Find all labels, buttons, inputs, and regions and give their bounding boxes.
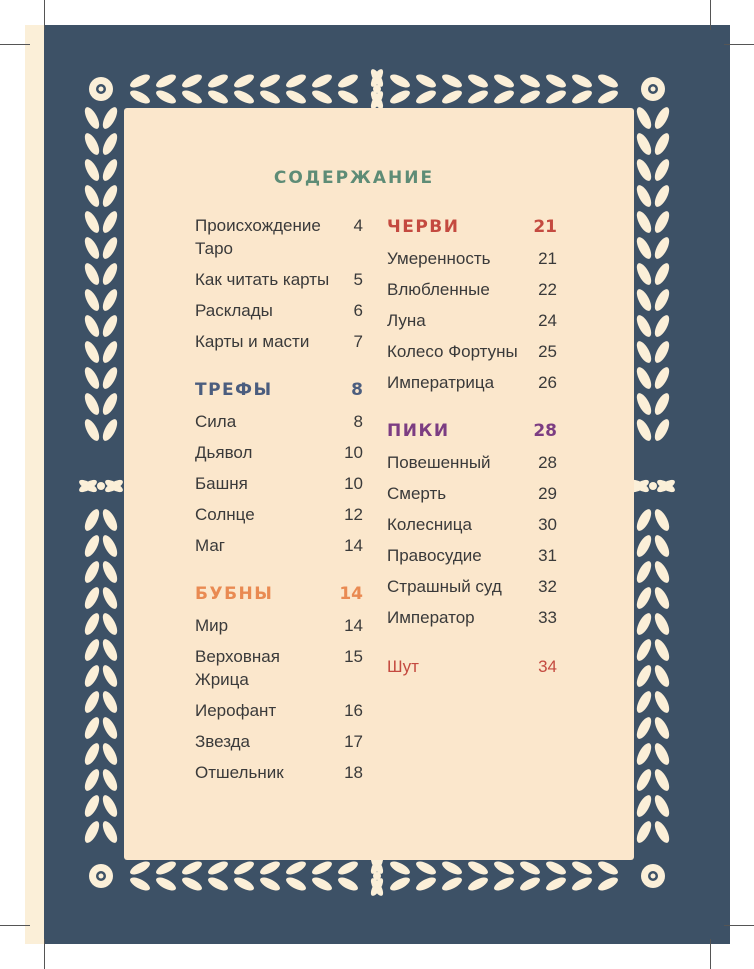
leaf-shape — [634, 209, 654, 235]
entry-label: Императрица — [387, 373, 495, 392]
leaf-shape — [128, 72, 152, 90]
leaf-shape — [100, 391, 120, 417]
leaf-shape — [634, 287, 654, 313]
entry-page: 17 — [344, 732, 363, 751]
leaf-shape — [634, 157, 654, 183]
ornament-dot — [97, 482, 105, 490]
leaf-shape — [82, 105, 102, 131]
section-title: БУБНЫ — [195, 584, 274, 604]
leaf-shape — [634, 793, 654, 819]
leaf-shape — [440, 875, 464, 893]
leaf-shape — [232, 72, 256, 90]
ornament-dot — [99, 87, 104, 92]
leaf-shape — [652, 715, 672, 741]
leaf-shape — [652, 417, 672, 443]
leaf-shape — [466, 72, 490, 90]
leaf-shape — [634, 235, 654, 261]
leaf-shape — [544, 859, 568, 877]
section-hearts-header[interactable] — [387, 216, 557, 239]
leaf-shape — [596, 875, 620, 893]
leaf-shape — [634, 339, 654, 365]
leaf-shape — [100, 689, 120, 715]
leaf-shape — [518, 88, 542, 106]
entry-label: Повешенный — [387, 453, 491, 472]
leaf-shape — [100, 417, 120, 443]
leaf-shape — [414, 72, 438, 90]
leaf-shape — [492, 875, 516, 893]
leaf-shape — [655, 478, 676, 495]
entry-page: 14 — [344, 616, 363, 635]
leaf-shape — [652, 663, 672, 689]
leaf-shape — [100, 261, 120, 287]
leaf-shape — [634, 767, 654, 793]
toc-entry[interactable] — [195, 614, 363, 637]
leaf-shape — [100, 313, 120, 339]
toc-entry[interactable] — [387, 575, 557, 598]
entry-page: 31 — [538, 546, 557, 565]
toc-entry[interactable] — [387, 513, 557, 536]
entry-label: Отшельник — [195, 763, 284, 782]
leaf-shape — [310, 859, 334, 877]
entry-page: 32 — [538, 577, 557, 596]
leaf-shape — [232, 88, 256, 106]
leaf-shape — [634, 819, 654, 845]
entry-label: Карты и масти — [195, 332, 310, 351]
leaf-shape — [310, 88, 334, 106]
leaf-shape — [596, 88, 620, 106]
leaf-shape — [128, 875, 152, 893]
leaf-shape — [180, 88, 204, 106]
entry-label: Происхождение Таро — [195, 216, 321, 258]
leaf-shape — [634, 417, 654, 443]
leaf-shape — [103, 478, 124, 495]
leaf-shape — [596, 72, 620, 90]
entry-page: 15 — [344, 647, 363, 666]
leaf-shape — [100, 209, 120, 235]
leaf-shape — [652, 235, 672, 261]
section-spades-header[interactable] — [387, 420, 557, 443]
leaf-shape — [518, 72, 542, 90]
leaf-shape — [634, 585, 654, 611]
toc-entry[interactable] — [387, 371, 557, 394]
entry-label: Сила — [195, 412, 237, 431]
ornament-dot — [651, 874, 656, 879]
toc-entry[interactable] — [195, 503, 363, 526]
leaf-shape — [652, 507, 672, 533]
leaf-shape — [518, 859, 542, 877]
leaf-shape — [82, 585, 102, 611]
leaf-shape — [652, 157, 672, 183]
leaf-shape — [652, 767, 672, 793]
section-page: 14 — [339, 584, 363, 604]
leaf-shape — [634, 105, 654, 131]
leaf-shape — [284, 72, 308, 90]
leaf-shape — [466, 875, 490, 893]
leaf-shape — [466, 88, 490, 106]
leaf-shape — [544, 875, 568, 893]
leaf-shape — [414, 875, 438, 893]
leaf-shape — [82, 611, 102, 637]
leaf-shape — [82, 637, 102, 663]
toc-entry[interactable] — [195, 330, 363, 353]
leaf-shape — [100, 637, 120, 663]
leaf-shape — [206, 875, 230, 893]
entry-page: 33 — [538, 608, 557, 627]
leaf-shape — [100, 365, 120, 391]
leaf-shape — [570, 859, 594, 877]
entry-page: 26 — [538, 373, 557, 392]
leaf-shape — [284, 88, 308, 106]
leaf-shape — [100, 611, 120, 637]
entry-label: Император — [387, 608, 475, 627]
toc-right-column — [387, 216, 557, 678]
leaf-shape — [82, 235, 102, 261]
section-clubs-header[interactable] — [195, 379, 363, 402]
leaf-shape — [634, 663, 654, 689]
toc-entry[interactable] — [387, 340, 557, 363]
toc-entry[interactable] — [387, 309, 557, 332]
leaf-shape — [634, 533, 654, 559]
leaf-shape — [652, 819, 672, 845]
entry-label: Башня — [195, 474, 248, 493]
leaf-shape — [82, 157, 102, 183]
leaf-shape — [100, 559, 120, 585]
entry-label: Звезда — [195, 732, 250, 751]
entry-page: 6 — [353, 301, 363, 320]
toc-entry[interactable] — [195, 699, 363, 722]
toc-entry[interactable] — [195, 534, 363, 557]
leaf-shape — [82, 131, 102, 157]
leaf-shape — [634, 559, 654, 585]
toc-entry[interactable] — [195, 268, 363, 291]
section-title: ПИКИ — [387, 421, 450, 441]
leaf-shape — [652, 793, 672, 819]
leaf-shape — [284, 859, 308, 877]
leaf-shape — [634, 131, 654, 157]
leaf-shape — [634, 741, 654, 767]
leaf-shape — [652, 533, 672, 559]
toc-entry[interactable] — [195, 441, 363, 464]
ornament-dot — [373, 85, 381, 93]
leaf-shape — [206, 859, 230, 877]
leaf-shape — [206, 88, 230, 106]
leaf-shape — [634, 365, 654, 391]
leaf-shape — [82, 183, 102, 209]
toc-entry[interactable] — [195, 299, 363, 322]
leaf-shape — [154, 859, 178, 877]
leaf-shape — [336, 88, 360, 106]
leaf-shape — [82, 287, 102, 313]
leaf-shape — [310, 72, 334, 90]
entry-page: 8 — [353, 412, 363, 431]
section-page: 8 — [351, 380, 363, 400]
leaf-shape — [336, 875, 360, 893]
entry-label: Умеренность — [387, 249, 491, 268]
toc-entry[interactable] — [195, 730, 363, 753]
leaf-shape — [652, 183, 672, 209]
leaf-shape — [180, 859, 204, 877]
toc-entry[interactable] — [387, 544, 557, 567]
leaf-shape — [154, 72, 178, 90]
entry-label: Дьявол — [195, 443, 253, 462]
toc-entry[interactable] — [387, 451, 557, 474]
leaf-shape — [634, 313, 654, 339]
leaf-shape — [440, 72, 464, 90]
ornament-dot — [649, 482, 657, 490]
leaf-shape — [100, 793, 120, 819]
leaf-shape — [128, 88, 152, 106]
leaf-shape — [634, 183, 654, 209]
leaf-shape — [258, 859, 282, 877]
leaf-shape — [258, 88, 282, 106]
leaf-shape — [652, 637, 672, 663]
entry-page: 12 — [344, 505, 363, 524]
section-title: ТРЕФЫ — [195, 380, 273, 400]
leaf-shape — [100, 287, 120, 313]
entry-page: 4 — [353, 216, 363, 235]
leaf-shape — [652, 339, 672, 365]
leaf-shape — [388, 88, 412, 106]
leaf-shape — [82, 559, 102, 585]
leaf-shape — [336, 72, 360, 90]
leaf-shape — [466, 859, 490, 877]
leaf-shape — [232, 859, 256, 877]
leaf-shape — [82, 533, 102, 559]
toc-entry[interactable] — [387, 606, 557, 629]
leaf-shape — [77, 478, 98, 495]
toc-left-column — [195, 214, 363, 784]
toc-entry[interactable] — [195, 645, 363, 691]
leaf-shape — [154, 875, 178, 893]
leaf-shape — [128, 859, 152, 877]
leaf-shape — [596, 859, 620, 877]
section-page: 28 — [533, 421, 557, 441]
leaf-shape — [634, 391, 654, 417]
leaf-shape — [652, 559, 672, 585]
leaf-shape — [388, 859, 412, 877]
entry-label: Колесница — [387, 515, 472, 534]
leaf-shape — [652, 391, 672, 417]
section-title: ЧЕРВИ — [387, 217, 460, 237]
leaf-shape — [100, 767, 120, 793]
leaf-shape — [570, 72, 594, 90]
entry-page: 34 — [538, 657, 557, 676]
entry-label: Иерофант — [195, 701, 277, 720]
entry-page: 10 — [344, 443, 363, 462]
entry-label: Луна — [387, 311, 426, 330]
leaf-shape — [82, 507, 102, 533]
entry-page: 18 — [344, 763, 363, 782]
leaf-shape — [180, 72, 204, 90]
leaf-shape — [258, 72, 282, 90]
entry-label: Маг — [195, 536, 226, 555]
leaf-shape — [100, 533, 120, 559]
leaf-shape — [652, 105, 672, 131]
leaf-shape — [652, 585, 672, 611]
leaf-shape — [652, 313, 672, 339]
ornament-dot — [99, 874, 104, 879]
leaf-shape — [154, 88, 178, 106]
entry-label: Верховная Жрица — [195, 647, 280, 689]
leaf-shape — [82, 741, 102, 767]
toc-entry[interactable] — [195, 761, 363, 784]
entry-label: Солнце — [195, 505, 255, 524]
leaf-shape — [100, 819, 120, 845]
leaf-shape — [652, 689, 672, 715]
leaf-shape — [100, 339, 120, 365]
leaf-shape — [518, 875, 542, 893]
toc-title: СОДЕРЖАНИЕ — [273, 168, 435, 188]
entry-page: 24 — [538, 311, 557, 330]
leaf-shape — [652, 209, 672, 235]
leaf-shape — [100, 715, 120, 741]
leaf-shape — [440, 859, 464, 877]
ornament-dot — [651, 87, 656, 92]
leaf-shape — [570, 88, 594, 106]
entry-label: Правосудие — [387, 546, 482, 565]
entry-label: Колесо Фортуны — [387, 342, 518, 361]
toc-entry[interactable] — [387, 482, 557, 505]
toc-entry-fool[interactable] — [387, 655, 557, 678]
leaf-shape — [652, 261, 672, 287]
entry-label: Страшный суд — [387, 577, 502, 596]
toc-entry[interactable] — [195, 472, 363, 495]
toc-entry[interactable] — [387, 278, 557, 301]
leaf-shape — [634, 261, 654, 287]
leaf-shape — [570, 875, 594, 893]
entry-label: Как читать карты — [195, 270, 330, 289]
leaf-shape — [232, 875, 256, 893]
leaf-shape — [82, 261, 102, 287]
leaf-shape — [652, 365, 672, 391]
leaf-shape — [82, 339, 102, 365]
leaf-shape — [82, 715, 102, 741]
entry-page: 10 — [344, 474, 363, 493]
leaf-shape — [652, 611, 672, 637]
leaf-shape — [284, 875, 308, 893]
leaf-shape — [414, 859, 438, 877]
leaf-shape — [82, 365, 102, 391]
leaf-shape — [652, 131, 672, 157]
entry-label: Влюбленные — [387, 280, 490, 299]
leaf-shape — [492, 72, 516, 90]
leaf-shape — [634, 507, 654, 533]
leaf-shape — [82, 663, 102, 689]
leaf-shape — [544, 88, 568, 106]
leaf-shape — [82, 313, 102, 339]
entry-label: Смерть — [387, 484, 447, 503]
leaf-shape — [100, 105, 120, 131]
leaf-shape — [634, 715, 654, 741]
leaf-shape — [634, 689, 654, 715]
entry-page: 22 — [538, 280, 557, 299]
leaf-shape — [82, 417, 102, 443]
entry-label: Шут — [387, 657, 419, 676]
entry-label: Расклады — [195, 301, 273, 320]
entry-page: 29 — [538, 484, 557, 503]
section-diamonds-header[interactable] — [195, 583, 363, 606]
leaf-shape — [100, 585, 120, 611]
leaf-shape — [100, 183, 120, 209]
leaf-shape — [82, 209, 102, 235]
leaf-shape — [82, 689, 102, 715]
leaf-shape — [388, 72, 412, 90]
entry-page: 28 — [538, 453, 557, 472]
leaf-shape — [652, 741, 672, 767]
leaf-shape — [100, 741, 120, 767]
entry-page: 16 — [344, 701, 363, 720]
toc-entry[interactable] — [195, 410, 363, 433]
leaf-shape — [388, 875, 412, 893]
leaf-shape — [82, 767, 102, 793]
leaf-shape — [634, 611, 654, 637]
leaf-shape — [82, 819, 102, 845]
leaf-shape — [82, 793, 102, 819]
entry-label: Мир — [195, 616, 229, 635]
leaf-shape — [206, 72, 230, 90]
section-page: 21 — [533, 217, 557, 237]
leaf-shape — [414, 88, 438, 106]
leaf-shape — [492, 859, 516, 877]
entry-page: 21 — [538, 249, 557, 268]
leaf-shape — [100, 157, 120, 183]
leaf-shape — [82, 391, 102, 417]
entry-page: 30 — [538, 515, 557, 534]
toc-entry[interactable] — [195, 214, 363, 260]
leaf-shape — [258, 875, 282, 893]
entry-page: 7 — [353, 332, 363, 351]
leaf-shape — [336, 859, 360, 877]
leaf-shape — [100, 507, 120, 533]
leaf-shape — [544, 72, 568, 90]
leaf-shape — [492, 88, 516, 106]
entry-page: 14 — [344, 536, 363, 555]
leaf-shape — [100, 663, 120, 689]
leaf-shape — [100, 235, 120, 261]
ornament-dot — [373, 872, 381, 880]
entry-page: 5 — [353, 270, 363, 289]
leaf-shape — [310, 875, 334, 893]
leaf-shape — [634, 637, 654, 663]
leaf-shape — [100, 131, 120, 157]
leaf-shape — [652, 287, 672, 313]
toc-entry[interactable] — [387, 247, 557, 270]
entry-page: 25 — [538, 342, 557, 361]
leaf-shape — [440, 88, 464, 106]
leaf-shape — [180, 875, 204, 893]
